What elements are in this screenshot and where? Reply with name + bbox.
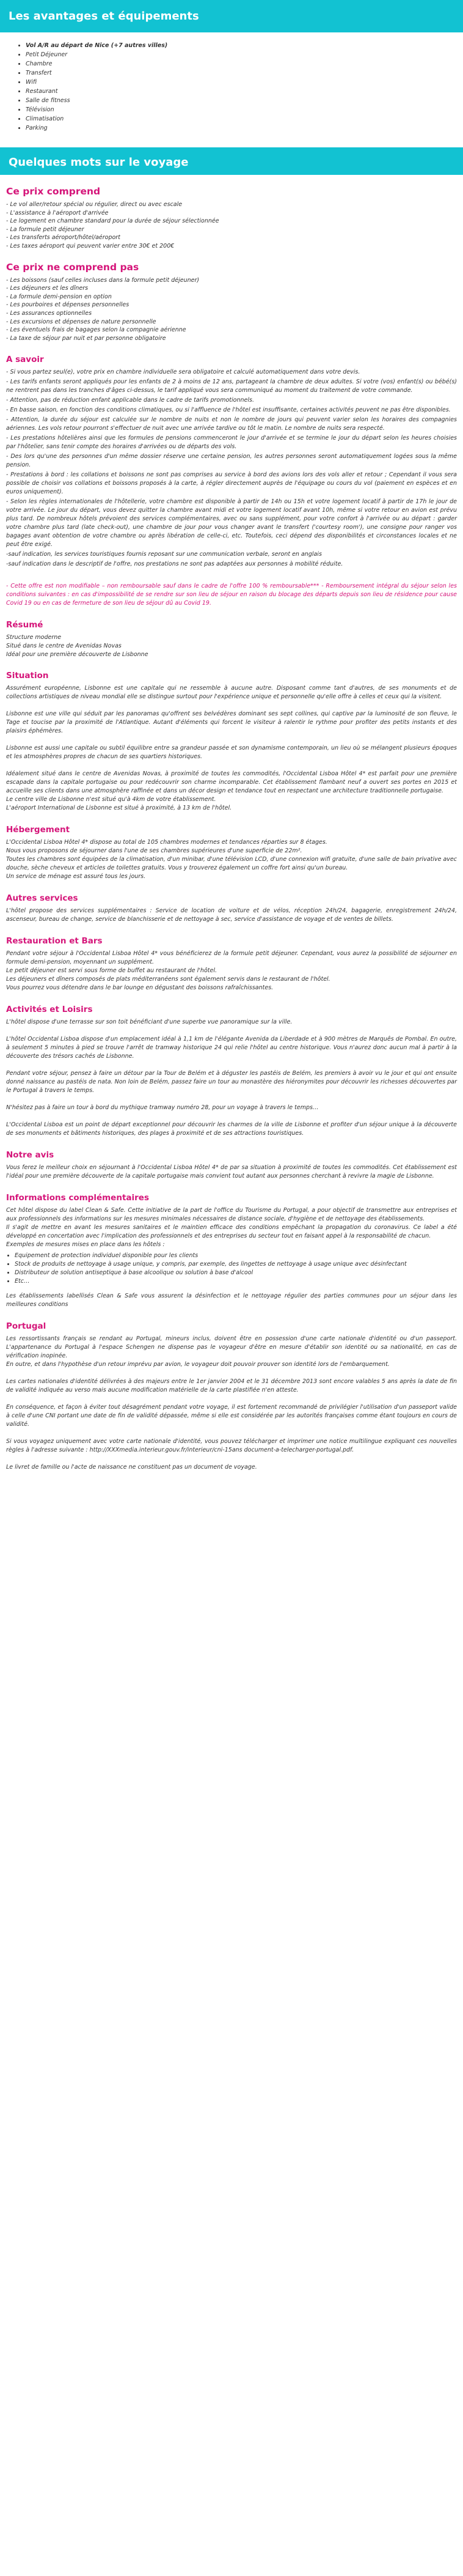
restauration-title: Restauration et Bars — [6, 936, 103, 947]
trip-details — [0, 186, 463, 1472]
infos-bullet: • Distributeur de solution antiseptique à base alcoolique ou solution à base d'alcool — [15, 1269, 457, 1277]
activites-title: Activités et Loisirs — [6, 1005, 93, 1015]
know-para: - Des lors qu'une des personnes d'un même dossier réserve une certaine pension, les autres personnes seront automatiquement logées sous la même pension. — [6, 453, 457, 469]
know-para: -sauf indication dans le descriptif de l'offre, nos prestations ne sont pas adaptées aux personnes à mobilité réduite. — [6, 561, 343, 568]
restauration-section — [6, 950, 457, 992]
infos-bullet: • Etc… — [15, 1277, 457, 1286]
infos-bullet: • Equipement de protection individuel disponible pour les clients — [15, 1252, 457, 1260]
advantage-item: • Restaurant — [26, 87, 463, 96]
summary-band — [0, 147, 463, 175]
infos-bullet: • Stock de produits de nettoyage à usage unique, y compris, par exemple, des lingettes de nettoyage à usage unique avec désinfectant — [15, 1260, 457, 1269]
excludes-line: - Les déjeuners et les dîners — [6, 285, 89, 292]
hebergement-line: L'Occidental Lisboa Hôtel 4* dispose au total de 105 chambres modernes et tendances réparties sur 8 étages. — [6, 839, 327, 846]
includes-line: - L'assistance à l'aéroport d'arrivée — [6, 209, 109, 216]
infos-intro: Cet hôtel dispose du label Clean & Safe. Cette initiative de la part de l'office du Tourisme du Portugal, a pour objectif de transmettre aux entreprises et aux professionnels des informations sur les mesures minimales nécessaires de distance sociale, d'hygiène et de nettoyage des établissements. — [6, 1207, 457, 1223]
avis-text: Vous ferez le meilleur choix en séjournant à l'Occidental Lisboa Hôtel 4* de par sa situation à proximité de toutes les commodités. Cet établissement est l'idéal pour une première découverte de la capitale portugaise mais convient tout autant aux personnes cherchant à revivre la magie de Lisbonne. — [6, 1164, 457, 1180]
resume-list — [6, 633, 457, 659]
situation-para: Le centre ville de Lisbonne n'est situé qu'à 4km de votre établissement. — [6, 796, 216, 803]
activites-para: L'Occidental Lisboa est un point de départ exceptionnel pour découvrir les charmes de la ville de Lisbonne et profiter d'un séjour unique à la découverte de ses monuments et bâtiments historiques, des plages à proximité et de ses attractions touristiques. — [6, 1121, 457, 1137]
know-para: - Attention, pas de réduction enfant applicable dans le cadre de tarifs promotionnels. — [6, 397, 254, 404]
know-para: - Les tarifs enfants seront appliqués pour les enfants de 2 à moins de 12 ans, partageant la chambre de deux adultes. Si votre (vos) enfant(s) ou bébé(s) ne rentrent pas dans les tranches d'âges ci-dessus, le tarif appliqué vous sera communiqué au moment du traitement de votre commande. — [6, 378, 457, 394]
resume-line: Structure moderne — [6, 634, 62, 641]
portugal-title: Portugal — [6, 1321, 46, 1332]
infos-title: Informations complémentaires — [6, 1193, 149, 1203]
excludes-line: - Les éventuels frais de bagages selon la compagnie aérienne — [6, 327, 186, 334]
know-para: - Prestations à bord : les collations et boissons ne sont pas comprises au service à bord des avions lors des vols aller et retour ; Cependant il vous sera possible de choisir vos collations et boissons proposés à la carte, à régler directement auprès de l'équipage ou cours du vol (paiement en espèces et en euros uniquement). — [6, 471, 457, 496]
advantages-band — [0, 0, 463, 32]
activites-para: L'hôtel dispose d'une terrasse sur son toit bénéficiant d'une superbe vue panoramique sur la ville. — [6, 1019, 293, 1026]
resume-line: Situé dans le centre de Avenidas Novas — [6, 642, 122, 649]
situation-title: Situation — [6, 671, 49, 681]
excludes-line: - Les excursions et dépenses de nature personnelle — [6, 318, 156, 325]
excludes-line: - Les pourboires et dépenses personnelles — [6, 301, 129, 309]
advantage-item: • Vol A/R au départ de Nice (+7 autres villes) — [26, 41, 463, 50]
situation-para: Idéalement situé dans le centre de Avenidas Novas, à proximité de toutes les commodités, l'Occidental Lisboa Hôtel 4* est parfait pour une première escapade dans la capitale portugaise ou pour redécouvrir son charme incomparable. Cet établissement flambant neuf a ouvert ses portes en 2015 et accueille ses clients dans une atmosphère raffinée et dans un décor design et tendance tout en respectant une architecture traditionnelle portugaise. — [6, 770, 457, 795]
know-para: - En basse saison, en fonction des conditions climatiques, ou si l'affluence de l'hôtel est insuffisante, certaines activités peuvent ne pas être disponibles. — [6, 407, 451, 414]
restauration-line: Pendant votre séjour à l'Occidental Lisboa Hôtel 4* vous bénéficierez de la formule petit déjeuner. Cependant, vous aurez la possibilité de séjourner en formule demi-pension, moyennant un supplément. — [6, 950, 457, 966]
infos-intro-2: Il s'agit de mettre en avant les mesures sanitaires et le maintien efficace des conditions empêchant la propagation du coronavirus. Ce label a été développé en concertation avec l'implication des professionnels et des entreprises du secteur tout en faisant appel à la responsabilité de chacun. — [6, 1224, 457, 1240]
cancellation-note: - Cette offre est non modifiable – non remboursable sauf dans le cadre de l'offre 100 % remboursable*** - Remboursement intégral du séjour selon les conditions suivantes : en cas d'impossibilité de se rendre sur son lieu de séjour en raison du blocage des départs depuis son lieu de résidence pour cause Covid 19 ou en cas de fermeture de son lieu de séjour dû au Covid 19. — [6, 583, 457, 607]
situation-section — [6, 684, 457, 813]
includes-line: - Les taxes aéroport qui peuvent varier entre 30€ et 200€ — [6, 242, 175, 249]
portugal-para: Si vous voyagez uniquement avec votre carte nationale d'identité, vous pouvez télécharger et imprimer une notice multilingue expliquant ces nouvelles règles à l'adresse suivante : http://XXXmedia.interieur.gouv.fr/interieur/cni-15ans document-a-telecharger-portugal.pdf. — [6, 1438, 457, 1454]
excludes-line: - Les assurances optionnelles — [6, 309, 92, 317]
know-para: - Les prestations hôtelières ainsi que les formules de pensions commenceront le jour d'arrivée et se termine le jour du départ selon les heures choisies par l'hôtelier, sans tenir compte des horaires d'arrivées ou de départs des vols. — [6, 435, 457, 451]
avis-title: Notre avis — [6, 1150, 54, 1161]
advantage-item: • Wifi — [26, 78, 463, 87]
hebergement-section — [6, 838, 457, 881]
includes-list — [6, 201, 457, 251]
advantages-title: Les avantages et équipements — [9, 10, 199, 23]
advantage-item: • Salle de fitness — [26, 96, 463, 105]
restauration-line: Le petit déjeuner est servi sous forme de buffet au restaurant de l'hôtel. — [6, 967, 217, 975]
know-section — [6, 368, 457, 608]
advantage-item: • Petit Déjeuner — [26, 50, 463, 59]
know-para: -sauf indication, les services touristiques fournis reposant sur une communication verbale, seront en anglais — [6, 551, 322, 558]
excludes-line: - La taxe de séjour par nuit et par personne obligatoire — [6, 334, 166, 342]
portugal-para: Le livret de famille ou l'acte de naissance ne constituent pas un document de voyage. — [6, 1464, 257, 1471]
advantage-item: • Parking — [26, 124, 463, 133]
includes-line: - Le logement en chambre standard pour la durée de séjour sélectionnée — [6, 218, 219, 225]
know-para: - Attention, la durée du séjour est calculée sur le nombre de nuits et non le nombre de jours qui peuvent varier selon les horaires des compagnies aériennes. Les vols retour pourront s'effectuer de nuit avec une arrivée tardive ou tôt le matin. Le nombre de nuits sera respecté. — [6, 416, 457, 432]
know-para: - Si vous partez seul(e), votre prix en chambre individuelle sera obligatoire et calculé automatiquement dans votre devis. — [6, 369, 360, 376]
services-text: L'hôtel propose des services supplémentaires : Service de location de voiture et de vélos, réception 24h/24, bagagerie, enregistrement 24h/24, ascenseur, bureau de change, service de blanchisserie et de nettoyage à sec, service d'assistance de voyage et de ventes de billets. — [6, 907, 457, 923]
excludes-title: Ce prix ne comprend pas — [6, 261, 139, 273]
advantage-item: • Télévision — [26, 105, 463, 114]
situation-para: L'aéroport International de Lisbonne est situé à proximité, à 13 km de l'hôtel. — [6, 805, 232, 812]
restauration-line: Les déjeuners et dîners composés de plats méditerranéens sont également servis dans le restaurant de l'hôtel. — [6, 976, 330, 983]
situation-para: Lisbonne est aussi une capitale ou subtil équilibre entre sa grandeur passée et son dynamisme contemporain, un lieu où se mélangent plusieurs époques et les atmosphères propres de chacun de ses quartiers historiques. — [6, 745, 457, 761]
advantage-item: • Chambre — [26, 59, 463, 68]
hebergement-line: Toutes les chambres sont équipées de la climatisation, d'un minibar, d'une télévision LCD, d'une connexion wifi gratuite, d'une salle de bain privative avec douche, sèche cheveux et articles de toilettes gratuits. Vous y trouverez également un coffre fort ainsi qu'un bureau. — [6, 856, 457, 872]
includes-line: - Les transferts aéroport/hôtel/aéroport — [6, 234, 120, 242]
know-para: - Selon les règles internationales de l'hôtellerie, votre chambre est disponible à partir de 14h ou 15h et votre logement locatif à partir de 17h le jour de votre arrivée. Le jour du départ, vous devez quitter la chambre avant midi et votre logement locatif avant 10h, même si votre retour en avion est prévu plus tard. De nombreux hôtels prévoient des services complémentaires, avec ou sans supplément, pour votre confort à l'arrivée ou au départ : garder votre chambre plus tard (late check-out), une chambre de jour pour vous changer avant le transfert ('courtesy room'), une consigne pour ranger vos bagages avant obtention de votre chambre ou après libération de celle-ci, etc. Toutefois, ceci dépend des disponibilités et circonstances locales et ne peut être exigé. — [6, 498, 457, 548]
hebergement-line: Un service de ménage est assuré tous les jours. — [6, 873, 146, 880]
advantages-list — [18, 41, 463, 133]
activites-section — [6, 1018, 457, 1138]
hebergement-title: Hébergement — [6, 825, 70, 835]
includes-line: - La formule petit déjeuner — [6, 226, 84, 233]
restauration-line: Vous pourrez vous détendre dans le bar lounge en dégustant des boissons rafraîchissantes. — [6, 984, 274, 992]
portugal-section — [6, 1335, 457, 1472]
portugal-para: Les cartes nationales d'identité délivrées à des majeurs entre le 1er janvier 2004 et le 31 décembre 2013 sont encore valables 5 ans après la date de fin de validité indiquée au verso mais aucune modification matérielle de la carte plastifiée n'en atteste. — [6, 1378, 457, 1394]
activites-para: Pendant votre séjour, pensez à faire un détour par la Tour de Belém et à déguster les pastéis de Belém, les premiers à avoir vu le jour et qui ont ensuite donné naissance au pastéis de nata. Non loin de Belém, passez faire un tour au monastère des hiéronymites pour découvrir les richesses découvertes par le Portugal à travers le temps. — [6, 1070, 457, 1094]
advantage-item: • Climatisation — [26, 114, 463, 124]
excludes-line: - Les boissons (sauf celles incluses dans la formule petit déjeuner) — [6, 276, 200, 284]
services-title: Autres services — [6, 893, 78, 904]
resume-title: Résumé — [6, 620, 43, 630]
situation-para: Assurément européenne, Lisbonne est une capitale qui ne ressemble à aucune autre. Disposant comme tant d'autres, de ses monuments et de collections artistiques de niveau mondial elle se distingue surtout pour l'expérience unique et personnelle qu'elle offre à celles et ceux qui la visitent. — [6, 685, 457, 701]
includes-title: Ce prix comprend — [6, 186, 101, 197]
summary-title: Quelques mots sur le voyage — [9, 156, 189, 169]
portugal-para: Les ressortissants français se rendant au Portugal, mineurs inclus, doivent être en possession d'une carte nationale d'identité ou d'un passeport. L'appartenance du Portugal à l'espace Schengen ne dispense pas le voyageur d'être en mesure d'établir son identité ou sa nationalité, en cas de vérification inopinée. En outre, et dans l'hypothèse d'un retour imprévu par avion, le voyageur doit pouvoir prouver son identité lors de l'embarquement. — [6, 1335, 457, 1368]
advantage-item: • Transfert — [26, 68, 463, 78]
excludes-line: - La formule demi-pension en option — [6, 293, 112, 300]
infos-outro: Les établissements labellisés Clean & Safe vous assurent la désinfection et le nettoyage régulier des parties communes pour un séjour dans les meilleures conditions — [6, 1293, 457, 1308]
hebergement-line: Nous vous proposons de séjourner dans l'une de ses chambres supérieures d'une superficie de 22m². — [6, 847, 302, 855]
know-title: A savoir — [6, 355, 44, 365]
excludes-list — [6, 276, 457, 343]
activites-para: N'hésitez pas à faire un tour à bord du mythique tramway numéro 28, pour un voyage à travers le temps… — [6, 1104, 319, 1112]
resume-line: Idéal pour une première découverte de Lisbonne — [6, 651, 148, 658]
infos-bullets — [15, 1252, 457, 1286]
portugal-para: En conséquence, et façon à éviter tout désagrément pendant votre voyage, il est fortement recommandé de privilégier l'utilisation d'un passeport valide à celle d'une CNI portant une date de fin de validité dépassée, même si elle est considérée par les autorités françaises comme étant toujours en cours de validité. — [6, 1404, 457, 1428]
infos-examples-label: Exemples de mesures mises en place dans les hôtels : — [6, 1241, 165, 1249]
includes-line: - Le vol aller/retour spécial ou régulier, direct ou avec escale — [6, 201, 183, 208]
situation-para: Lisbonne est une ville qui séduit par les panoramas qu'offrent ses belvédères dominant ses sept collines, qui captive par la luminosité de son fleuve, le Tage et toucise par la proximité de l'Atlantique. Autant d'éléments qui forcent le visiteur à ralentir le rythme pour profiter des petits instants et des plaisirs éphémères. — [6, 710, 457, 735]
activites-para: L'hôtel Occidental Lisboa dispose d'un emplacement idéal à 1,1 km de l'élégante Avenida da Liberdade et à 900 mètres de Marquês de Pombal. En outre, à seulement 5 minutes à pied se trouve l'arrêt de tramway historique 24 qui relie l'hôtel au centre historique. Vous n'aurez donc aucun mal à partir à la découverte des trésors cachés de Lisbonne. — [6, 1036, 457, 1060]
infos-section — [6, 1206, 457, 1309]
